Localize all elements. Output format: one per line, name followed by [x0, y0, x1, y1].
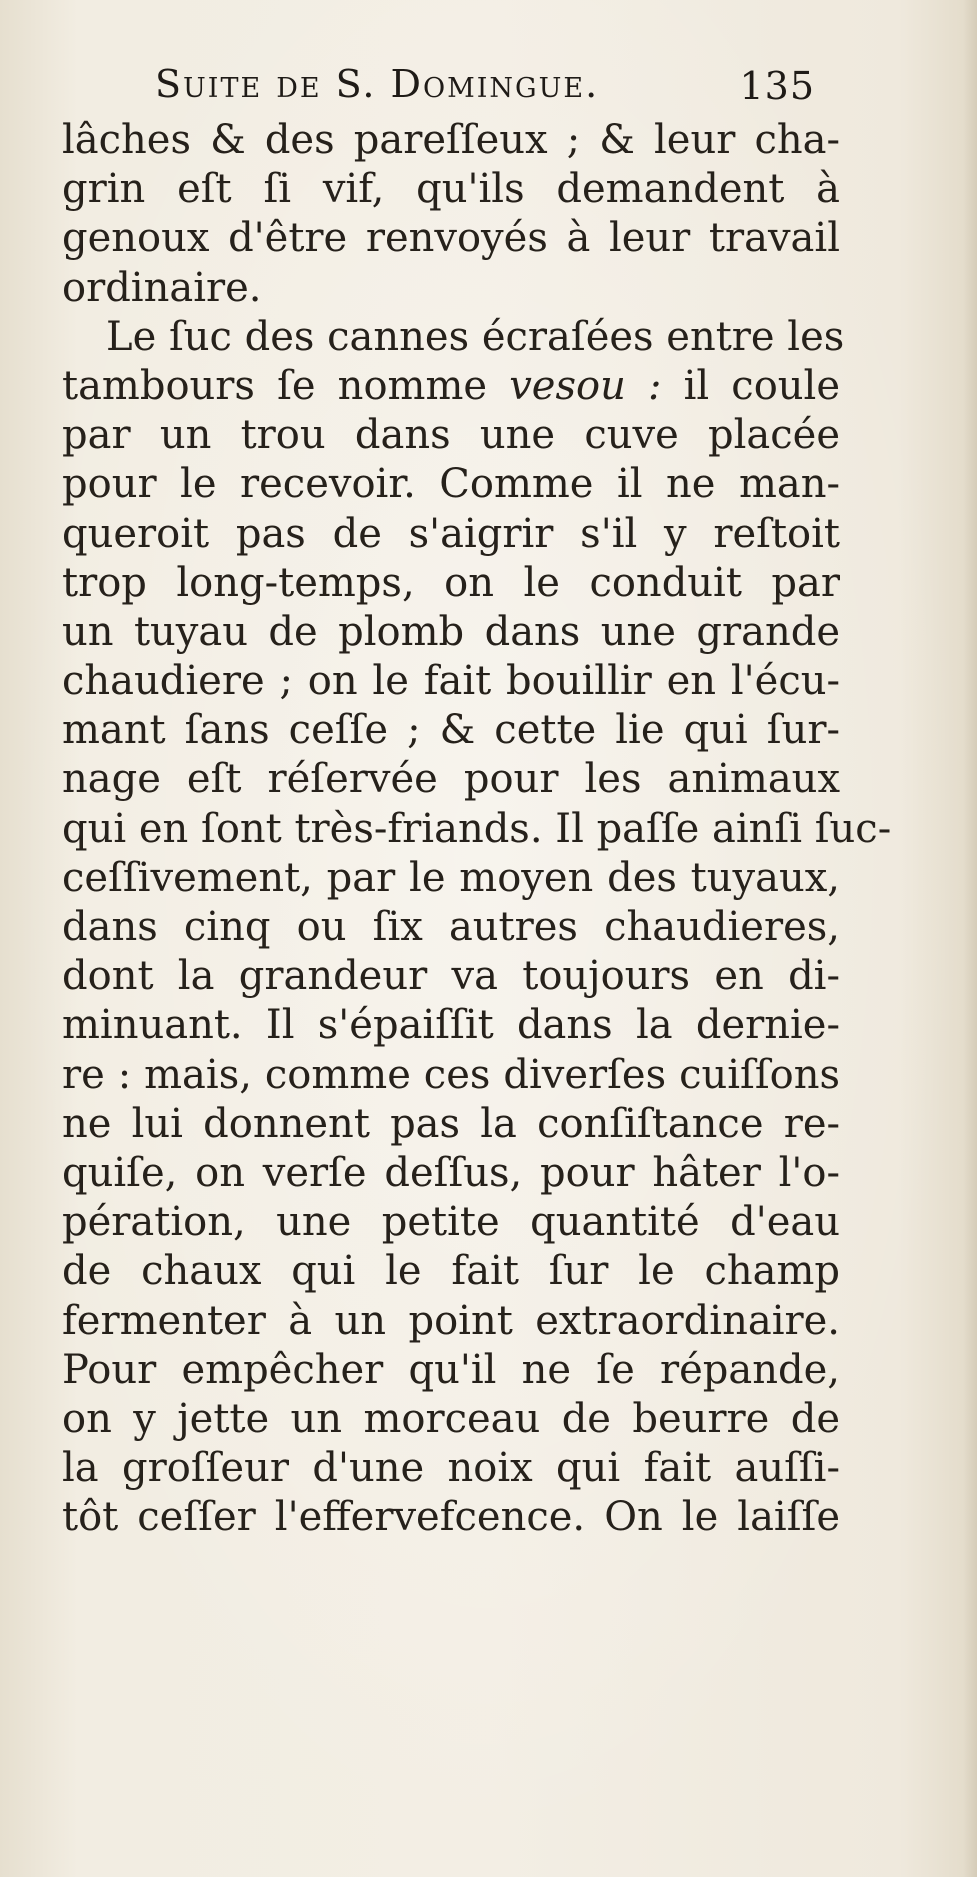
text-line: par un trou dans une cuve placée: [62, 412, 840, 459]
text-fragment: il coule: [683, 362, 841, 409]
text-line: chaudiere ; on le fait bouillir en l'écu-: [62, 658, 840, 705]
text-line: Le ſuc des cannes écraſées entre les: [106, 313, 845, 360]
text-line: on y jette un morceau de beurre de: [62, 1395, 840, 1442]
term-vesou: vesou :: [509, 362, 662, 409]
text-line: genoux d'être renvoyés à leur travail: [62, 215, 840, 262]
text-line: de chaux qui le fait ſur le champ: [62, 1248, 840, 1295]
text-line: trop long-temps, on le conduit par: [62, 559, 840, 606]
text-line: Pour empêcher qu'il ne ſe répande,: [62, 1346, 840, 1393]
text-line: quiſe, on verſe deſſus, pour hâter l'o-: [62, 1149, 840, 1196]
text-line: fermenter à un point extraordinaire.: [62, 1297, 840, 1344]
text-line: nage eſt réſervée pour les animaux: [62, 756, 840, 803]
text-line: pération, une petite quantité d'eau: [62, 1199, 840, 1246]
text-line: queroit pas de s'aigrir s'il y reſtoit: [62, 510, 840, 557]
text-line: [62, 362, 840, 411]
text-line: ceſſivement, par le moyen des tuyaux,: [62, 854, 840, 901]
text-line: ordinaire.: [62, 264, 262, 311]
text-line: qui en ſont très-friands. Il paſſe ainſi ſuc-: [62, 805, 892, 852]
text-line: minuant. Il s'épaiſſit dans la dernie-: [62, 1002, 840, 1049]
page-header: [155, 62, 815, 120]
text-line: dans cinq ou ſix autres chaudieres,: [62, 904, 840, 950]
text-line: mant ſans ceſſe ; & cette lie qui ſur-: [62, 707, 840, 754]
text-line: ne lui donnent pas la conſiſtance re-: [62, 1100, 840, 1147]
text-line: lâches & des pareſſeux ; & leur cha-: [62, 117, 840, 163]
text-line: pour le recevoir. Comme il ne man-: [62, 461, 840, 508]
text-line: tôt ceſſer l'effervefcence. On le laiſſe: [62, 1494, 840, 1541]
text-line: grin eſt ſi vif, qu'ils demandent à: [62, 166, 840, 213]
page-number: 135: [739, 64, 815, 108]
body-text: [62, 116, 892, 1542]
text-line: la groſſeur d'une noix qui fait auſſi-: [62, 1445, 840, 1492]
text-fragment: tambours ſe nomme: [62, 362, 488, 409]
text-line: un tuyau de plomb dans une grande: [62, 608, 840, 655]
running-head: Suite de S. Domingue.: [155, 62, 600, 106]
text-line: dont la grandeur va toujours en di-: [62, 953, 840, 1000]
text-line: re : mais, comme ces diverſes cuiſſons: [62, 1051, 840, 1098]
